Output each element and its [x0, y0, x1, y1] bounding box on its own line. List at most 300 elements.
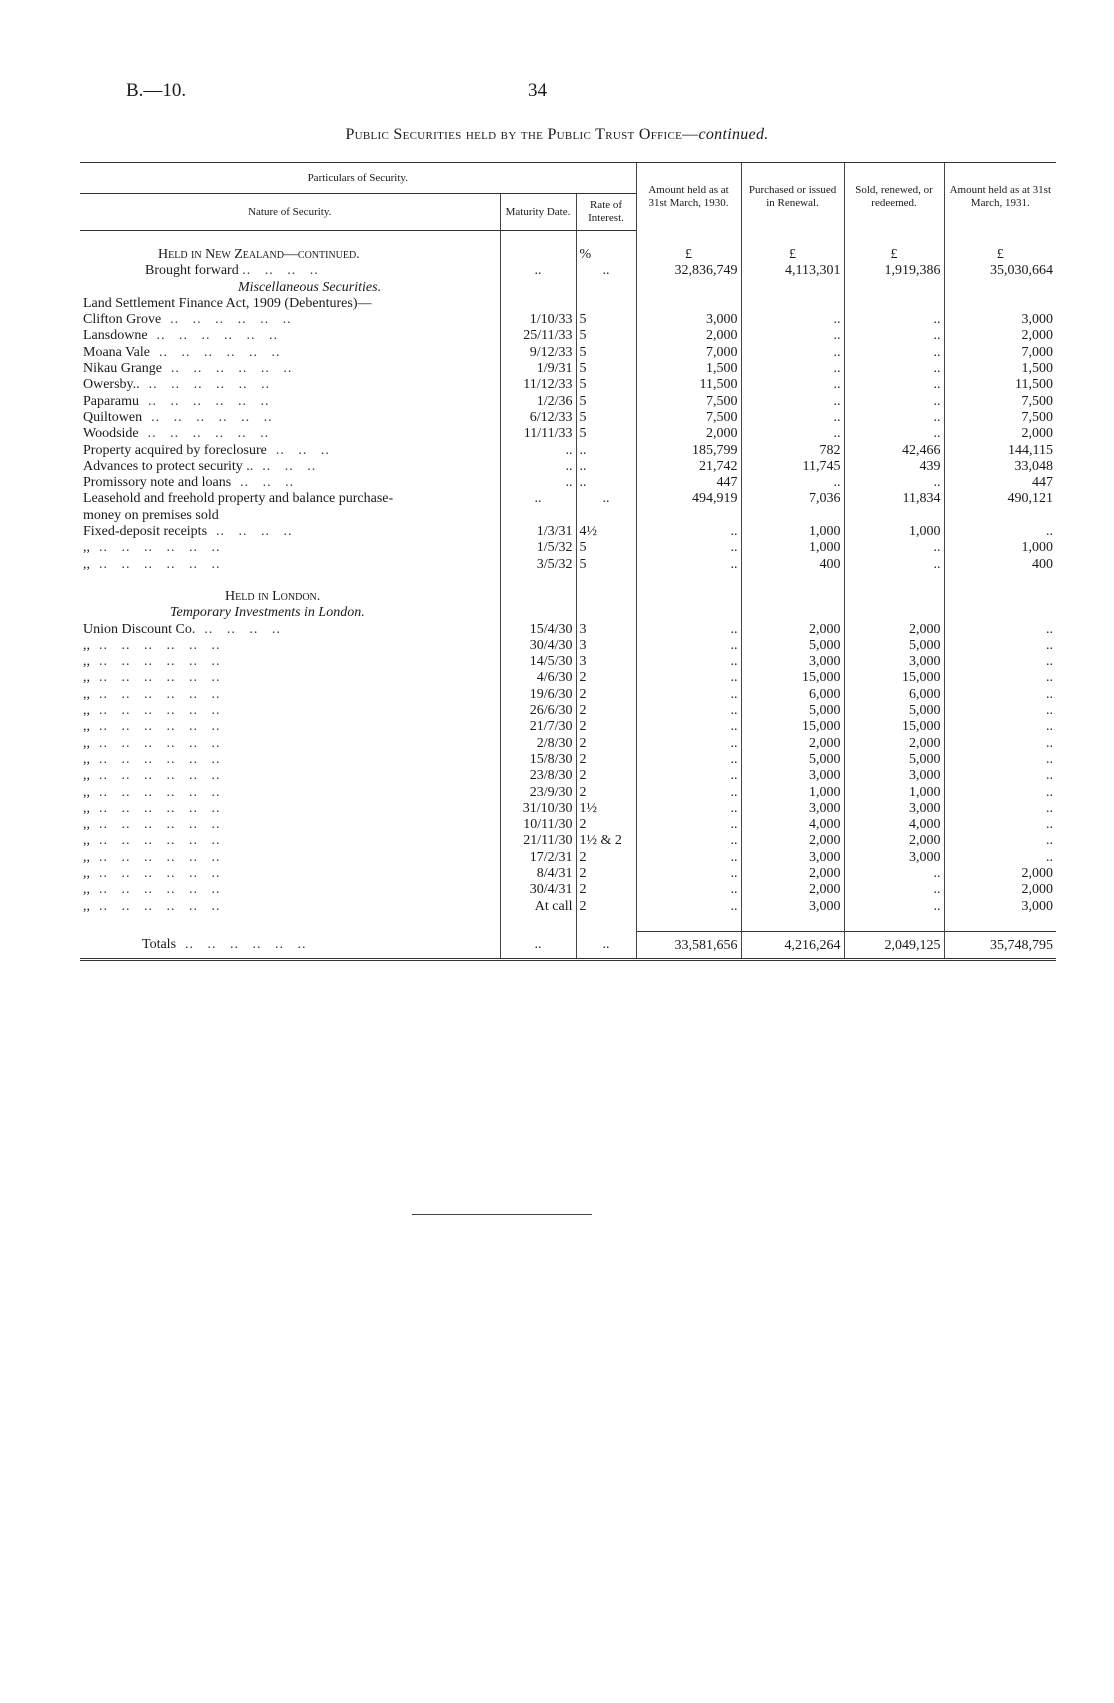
london-investment-row [80, 719, 1056, 735]
empty-cell [944, 589, 1056, 605]
amount-held-1931: .. [944, 817, 1056, 833]
maturity-date: 9/12/33 [500, 345, 576, 361]
security-nature: Moana Vale .. .. .. .. .. .. [83, 344, 281, 360]
interest-rate: 2 [576, 785, 636, 801]
amount-purchased: 5,000 [741, 752, 844, 768]
brought-forward-sold: 1,919,386 [844, 263, 944, 279]
amount-purchased: .. [741, 410, 844, 426]
amount-purchased: 3,000 [741, 850, 844, 866]
security-name: Owersby.. [83, 377, 140, 393]
unit-rate: % [576, 247, 636, 263]
security-name: ,, [83, 800, 90, 816]
security-name: ,, [83, 540, 90, 556]
security-name: ,, [83, 686, 90, 702]
security-nature: ,, .. .. .. .. .. .. [83, 768, 221, 784]
interest-rate: 2 [576, 670, 636, 686]
london-investment-row [80, 833, 1056, 849]
amount-purchased: 3,000 [741, 654, 844, 670]
amount-held-1931: .. [944, 768, 1056, 784]
amount-held-1931: .. [944, 703, 1056, 719]
security-nature: ,, .. .. .. .. .. .. [83, 540, 221, 556]
amount-purchased: 1,000 [741, 785, 844, 801]
amount-sold: .. [844, 866, 944, 882]
amount-purchased: 15,000 [741, 670, 844, 686]
amount-held-1930: 3,000 [636, 312, 741, 328]
totals-row [80, 931, 1056, 959]
interest-rate: 2 [576, 817, 636, 833]
amount-purchased: 2,000 [741, 866, 844, 882]
land-act-label: Land Settlement Finance Act, 1909 (Debentures)— [83, 295, 372, 311]
amount-held-1930: .. [636, 736, 741, 752]
amount-held-1931: .. [944, 638, 1056, 654]
amount-held-1930: .. [636, 768, 741, 784]
title-main: Public Securities held by the Public Trust Office— [345, 126, 699, 143]
security-row [80, 475, 1056, 491]
amount-purchased: 3,000 [741, 801, 844, 817]
interest-rate: 2 [576, 768, 636, 784]
empty-cell [576, 915, 636, 932]
interest-rate: 4½ [576, 524, 636, 540]
amount-held-1930: .. [636, 524, 741, 540]
security-name: ,, [83, 703, 90, 719]
security-nature: ,, .. .. .. .. .. .. [83, 719, 221, 735]
amount-purchased: 3,000 [741, 899, 844, 915]
interest-rate: 2 [576, 687, 636, 703]
maturity-date: 15/4/30 [500, 622, 576, 638]
amount-held-1931: .. [944, 833, 1056, 849]
amount-held-1931: 2,000 [944, 426, 1056, 442]
amount-held-1931: 1,000 [944, 540, 1056, 556]
amount-held-1930: .. [636, 687, 741, 703]
header-purchased: Purchased or issued in Renewal. [741, 163, 844, 231]
amount-sold: 2,000 [844, 736, 944, 752]
amount-held-1930: 21,742 [636, 459, 741, 475]
security-name: ,, [83, 654, 90, 670]
maturity-date: 21/7/30 [500, 719, 576, 735]
amount-sold: 1,000 [844, 785, 944, 801]
leasehold-line-1: Leasehold and freehold property and balance purchase- [83, 491, 394, 507]
security-name: ,, [83, 637, 90, 653]
interest-rate: 2 [576, 899, 636, 915]
interest-rate: .. [576, 491, 636, 524]
amount-purchased: .. [741, 394, 844, 410]
amount-purchased: 400 [741, 557, 844, 573]
amount-purchased: 2,000 [741, 736, 844, 752]
header-particulars: Particulars of Security. [80, 163, 636, 194]
maturity-date: 21/11/30 [500, 833, 576, 849]
amount-purchased: 2,000 [741, 833, 844, 849]
amount-purchased: 11,745 [741, 459, 844, 475]
amount-held-1930: .. [636, 654, 741, 670]
header-held-1931: Amount held as at 31st March, 1931. [944, 163, 1056, 231]
security-nature: ,, .. .. .. .. .. .. [83, 637, 221, 653]
units-row [80, 247, 1056, 263]
amount-held-1931: 3,000 [944, 312, 1056, 328]
amount-held-1930: .. [636, 866, 741, 882]
empty-cell [636, 589, 741, 605]
amount-held-1931: 3,000 [944, 899, 1056, 915]
security-name: ,, [83, 898, 90, 914]
amount-held-1931: .. [944, 719, 1056, 735]
maturity-date: 1/10/33 [500, 312, 576, 328]
interest-rate: 1½ & 2 [576, 833, 636, 849]
security-name: ,, [83, 719, 90, 735]
security-name: Promissory note and loans [83, 475, 232, 491]
amount-held-1930: .. [636, 801, 741, 817]
amount-held-1930: .. [636, 752, 741, 768]
london-investment-row [80, 736, 1056, 752]
security-nature: ,, .. .. .. .. .. .. [83, 817, 221, 833]
london-investment-row [80, 899, 1056, 915]
interest-rate: .. [576, 459, 636, 475]
amount-purchased: .. [741, 312, 844, 328]
amount-purchased: .. [741, 475, 844, 491]
amount-sold: 15,000 [844, 670, 944, 686]
amount-sold: .. [844, 394, 944, 410]
amount-held-1931: 144,115 [944, 443, 1056, 459]
interest-rate: 2 [576, 736, 636, 752]
maturity-date: 1/2/36 [500, 394, 576, 410]
amount-held-1930: 11,500 [636, 377, 741, 393]
security-nature: ,, .. .. .. .. .. .. [83, 833, 221, 849]
amount-held-1930: 2,000 [636, 426, 741, 442]
amount-held-1930: .. [636, 817, 741, 833]
amount-held-1930: 1,500 [636, 361, 741, 377]
amount-purchased: 782 [741, 443, 844, 459]
brought-forward-row: Brought forward .. .. .. .. .. .. 32,836,749 4,113,301 1,919,386 35,030,664 [80, 263, 1056, 279]
empty-cell [576, 573, 636, 589]
security-name: ,, [83, 735, 90, 751]
page-number: 34 [528, 80, 547, 101]
amount-sold: 3,000 [844, 654, 944, 670]
amount-purchased: 2,000 [741, 882, 844, 898]
amount-held-1931: 400 [944, 557, 1056, 573]
empty-cell [636, 915, 741, 932]
security-name: ,, [83, 849, 90, 865]
amount-held-1931: .. [944, 670, 1056, 686]
amount-held-1931: 447 [944, 475, 1056, 491]
london-investment-row [80, 654, 1056, 670]
amount-sold: .. [844, 426, 944, 442]
header-sold: Sold, renewed, or redeemed. [844, 163, 944, 231]
interest-rate: .. [576, 443, 636, 459]
interest-rate: 2 [576, 882, 636, 898]
maturity-date: 4/6/30 [500, 670, 576, 686]
interest-rate: 1½ [576, 801, 636, 817]
interest-rate: .. [576, 931, 636, 959]
security-nature: ,, .. .. .. .. .. .. [83, 686, 221, 702]
empty-cell [500, 573, 576, 589]
empty-cell [944, 915, 1056, 932]
maturity-date: 3/5/32 [500, 557, 576, 573]
amount-held-1930: 2,000 [636, 328, 741, 344]
amount-purchased: 1,000 [741, 540, 844, 556]
unit-pound-1930: £ [636, 247, 741, 263]
interest-rate: 3 [576, 638, 636, 654]
amount-held-1931: .. [944, 752, 1056, 768]
empty-cell [576, 589, 636, 605]
maturity-date: 30/4/30 [500, 638, 576, 654]
empty-cell [576, 605, 636, 621]
london-investment-row [80, 768, 1056, 784]
interest-rate: 5 [576, 377, 636, 393]
amount-held-1931: .. [944, 801, 1056, 817]
interest-rate: .. [576, 475, 636, 491]
security-nature: ,, .. .. .. .. .. .. [83, 800, 221, 816]
amount-purchased: .. [741, 328, 844, 344]
maturity-date: 26/6/30 [500, 703, 576, 719]
maturity-date: 10/11/30 [500, 817, 576, 833]
amount-held-1930: .. [636, 622, 741, 638]
amount-held-1931: 1,500 [944, 361, 1056, 377]
land-act-row [80, 296, 1056, 312]
spacer-row [80, 915, 1056, 932]
amount-sold: 4,000 [844, 817, 944, 833]
security-name: ,, [83, 865, 90, 881]
spacer-row [80, 573, 1056, 589]
interest-rate: 5 [576, 426, 636, 442]
maturity-date: 1/5/32 [500, 540, 576, 556]
interest-rate: 5 [576, 410, 636, 426]
empty-cell [844, 915, 944, 932]
total-sold: 2,049,125 [844, 931, 944, 959]
security-nature: Fixed-deposit receipts .. .. .. .. [83, 524, 293, 540]
security-nature: Quiltowen .. .. .. .. .. .. [83, 409, 273, 425]
security-nature: ,, .. .. .. .. .. .. [83, 849, 221, 865]
amount-held-1930: .. [636, 899, 741, 915]
amount-purchased: .. [741, 361, 844, 377]
amount-held-1931: 11,500 [944, 377, 1056, 393]
empty-cell [741, 915, 844, 932]
empty-cell [944, 573, 1056, 589]
security-nature: ,, .. .. .. .. .. .. [83, 735, 221, 751]
interest-rate: 5 [576, 328, 636, 344]
interest-rate: 2 [576, 719, 636, 735]
empty-cell [844, 605, 944, 621]
security-name: Nikau Grange [83, 361, 162, 377]
amount-held-1931: 7,500 [944, 394, 1056, 410]
amount-held-1931: .. [944, 654, 1056, 670]
brought-forward-1931: 35,030,664 [944, 263, 1056, 279]
amount-sold: 3,000 [844, 768, 944, 784]
totals-label: Totals [142, 937, 177, 953]
amount-held-1930: .. [636, 850, 741, 866]
leasehold-row [80, 491, 1056, 524]
security-nature: Woodside .. .. .. .. .. .. [83, 426, 270, 442]
amount-purchased: 3,000 [741, 768, 844, 784]
amount-sold: .. [844, 328, 944, 344]
header-maturity: Maturity Date. [500, 194, 576, 231]
security-nature: ,, .. .. .. .. .. .. [83, 556, 221, 572]
interest-rate: 5 [576, 557, 636, 573]
amount-purchased: 4,000 [741, 817, 844, 833]
security-name: ,, [83, 784, 90, 800]
amount-sold: .. [844, 899, 944, 915]
interest-rate: 5 [576, 345, 636, 361]
brought-forward-label: Brought forward [145, 263, 239, 279]
interest-rate: 2 [576, 752, 636, 768]
amount-sold: .. [844, 361, 944, 377]
debenture-row [80, 410, 1056, 426]
header-held-1930: Amount held as at 31st March, 1930. [636, 163, 741, 231]
amount-sold: 11,834 [844, 491, 944, 524]
maturity-date: 19/6/30 [500, 687, 576, 703]
empty-cell [844, 589, 944, 605]
leasehold-line-2: money on premises sold [83, 507, 219, 523]
security-nature: ,, .. .. .. .. .. .. [83, 898, 221, 914]
amount-purchased: 5,000 [741, 703, 844, 719]
securities-table [80, 162, 1056, 961]
london-investment-row [80, 703, 1056, 719]
maturity-date: .. [500, 475, 576, 491]
amount-purchased: 7,036 [741, 491, 844, 524]
maturity-date: 23/9/30 [500, 785, 576, 801]
empty-cell [80, 915, 500, 932]
london-investment-row [80, 752, 1056, 768]
amount-purchased: .. [741, 426, 844, 442]
amount-sold: .. [844, 475, 944, 491]
amount-purchased: .. [741, 377, 844, 393]
amount-held-1930: 7,000 [636, 345, 741, 361]
security-nature: Property acquired by foreclosure .. .. .. [83, 442, 330, 458]
security-name: ,, [83, 833, 90, 849]
amount-sold: 5,000 [844, 638, 944, 654]
table-body [80, 231, 1056, 960]
security-nature: ,, .. .. .. .. .. .. [83, 670, 221, 686]
section-held-london: Held in London. [225, 588, 321, 604]
maturity-date: .. [500, 443, 576, 459]
london-investment-row [80, 687, 1056, 703]
amount-held-1931: 2,000 [944, 866, 1056, 882]
fixed-deposit-row [80, 557, 1056, 573]
amount-sold: .. [844, 557, 944, 573]
security-name: Moana Vale [83, 344, 150, 360]
maturity-date: .. [500, 931, 576, 959]
total-held-1930: 33,581,656 [636, 931, 741, 959]
misc-heading-row [80, 280, 1056, 296]
amount-held-1931: 7,000 [944, 345, 1056, 361]
empty-cell [741, 589, 844, 605]
empty-cell [500, 605, 576, 621]
page-title [0, 126, 1114, 144]
london-investment-row [80, 817, 1056, 833]
interest-rate: 5 [576, 312, 636, 328]
london-investment-row [80, 638, 1056, 654]
amount-held-1930: .. [636, 557, 741, 573]
section-temporary-london-row [80, 605, 1056, 621]
security-nature: Nikau Grange .. .. .. .. .. .. [83, 361, 293, 377]
amount-sold: .. [844, 377, 944, 393]
empty-cell [500, 589, 576, 605]
maturity-date: .. [500, 459, 576, 475]
debenture-row [80, 426, 1056, 442]
amount-held-1931: .. [944, 736, 1056, 752]
security-nature: Paparamu .. .. .. .. .. .. [83, 393, 270, 409]
amount-held-1931: .. [944, 524, 1056, 540]
amount-held-1931: .. [944, 687, 1056, 703]
empty-cell [944, 605, 1056, 621]
security-name: Clifton Grove [83, 312, 162, 328]
security-name: ,, [83, 817, 90, 833]
empty-cell [500, 915, 576, 932]
footer-rule [412, 1214, 592, 1215]
interest-rate: 2 [576, 703, 636, 719]
london-investment-row [80, 622, 1056, 638]
london-investment-row [80, 882, 1056, 898]
security-name: ,, [83, 751, 90, 767]
header-nature: Nature of Security. [80, 194, 500, 231]
section-held-nz: Held in New Zealand—continued. [158, 247, 360, 262]
header-rate: Rate of Interest. [576, 194, 636, 231]
london-investment-row [80, 850, 1056, 866]
amount-held-1931: 2,000 [944, 882, 1056, 898]
security-nature: ,, .. .. .. .. .. .. [83, 751, 221, 767]
interest-rate: 3 [576, 622, 636, 638]
amount-held-1930: 185,799 [636, 443, 741, 459]
maturity-date: 1/9/31 [500, 361, 576, 377]
amount-sold: .. [844, 410, 944, 426]
security-nature: Clifton Grove .. .. .. .. .. .. [83, 312, 292, 328]
totals-nature: Totals .. .. .. .. .. .. [80, 931, 500, 959]
maturity-date: 30/4/31 [500, 882, 576, 898]
interest-rate: 5 [576, 394, 636, 410]
interest-rate: 5 [576, 361, 636, 377]
amount-held-1930: 7,500 [636, 394, 741, 410]
security-nature: ,, .. .. .. .. .. .. [83, 865, 221, 881]
amount-held-1931: 33,048 [944, 459, 1056, 475]
amount-purchased: 15,000 [741, 719, 844, 735]
fixed-deposit-row [80, 524, 1056, 540]
london-investment-row [80, 785, 1056, 801]
amount-purchased: 1,000 [741, 524, 844, 540]
unit-pound-1931: £ [944, 247, 1056, 263]
maturity-date: 2/8/30 [500, 736, 576, 752]
interest-rate: 2 [576, 866, 636, 882]
amount-sold: .. [844, 345, 944, 361]
amount-held-1931: 7,500 [944, 410, 1056, 426]
amount-sold: 1,000 [844, 524, 944, 540]
security-name: Lansdowne [83, 328, 148, 344]
amount-held-1930: .. [636, 785, 741, 801]
empty-cell [741, 573, 844, 589]
debenture-row [80, 361, 1056, 377]
empty-cell [636, 573, 741, 589]
security-name: ,, [83, 882, 90, 898]
total-purchased: 4,216,264 [741, 931, 844, 959]
amount-sold: 2,000 [844, 833, 944, 849]
amount-held-1931: 490,121 [944, 491, 1056, 524]
security-nature: ,, .. .. .. .. .. .. [83, 654, 221, 670]
maturity-date: 17/2/31 [500, 850, 576, 866]
debenture-row [80, 345, 1056, 361]
maturity-date: At call [500, 899, 576, 915]
amount-held-1930: .. [636, 703, 741, 719]
maturity-date: 23/8/30 [500, 768, 576, 784]
security-nature: ,, .. .. .. .. .. .. [83, 703, 221, 719]
amount-held-1930: .. [636, 638, 741, 654]
maturity-date: 6/12/33 [500, 410, 576, 426]
amount-held-1930: 7,500 [636, 410, 741, 426]
amount-purchased: .. [741, 345, 844, 361]
amount-sold: .. [844, 312, 944, 328]
debenture-row [80, 312, 1056, 328]
security-nature: Owersby.. .. .. .. .. .. .. [83, 377, 271, 393]
london-investment-row [80, 670, 1056, 686]
security-nature: Promissory note and loans .. .. .. [83, 475, 295, 491]
security-name: Fixed-deposit receipts [83, 524, 208, 540]
maturity-date: 14/5/30 [500, 654, 576, 670]
amount-held-1930: .. [636, 719, 741, 735]
